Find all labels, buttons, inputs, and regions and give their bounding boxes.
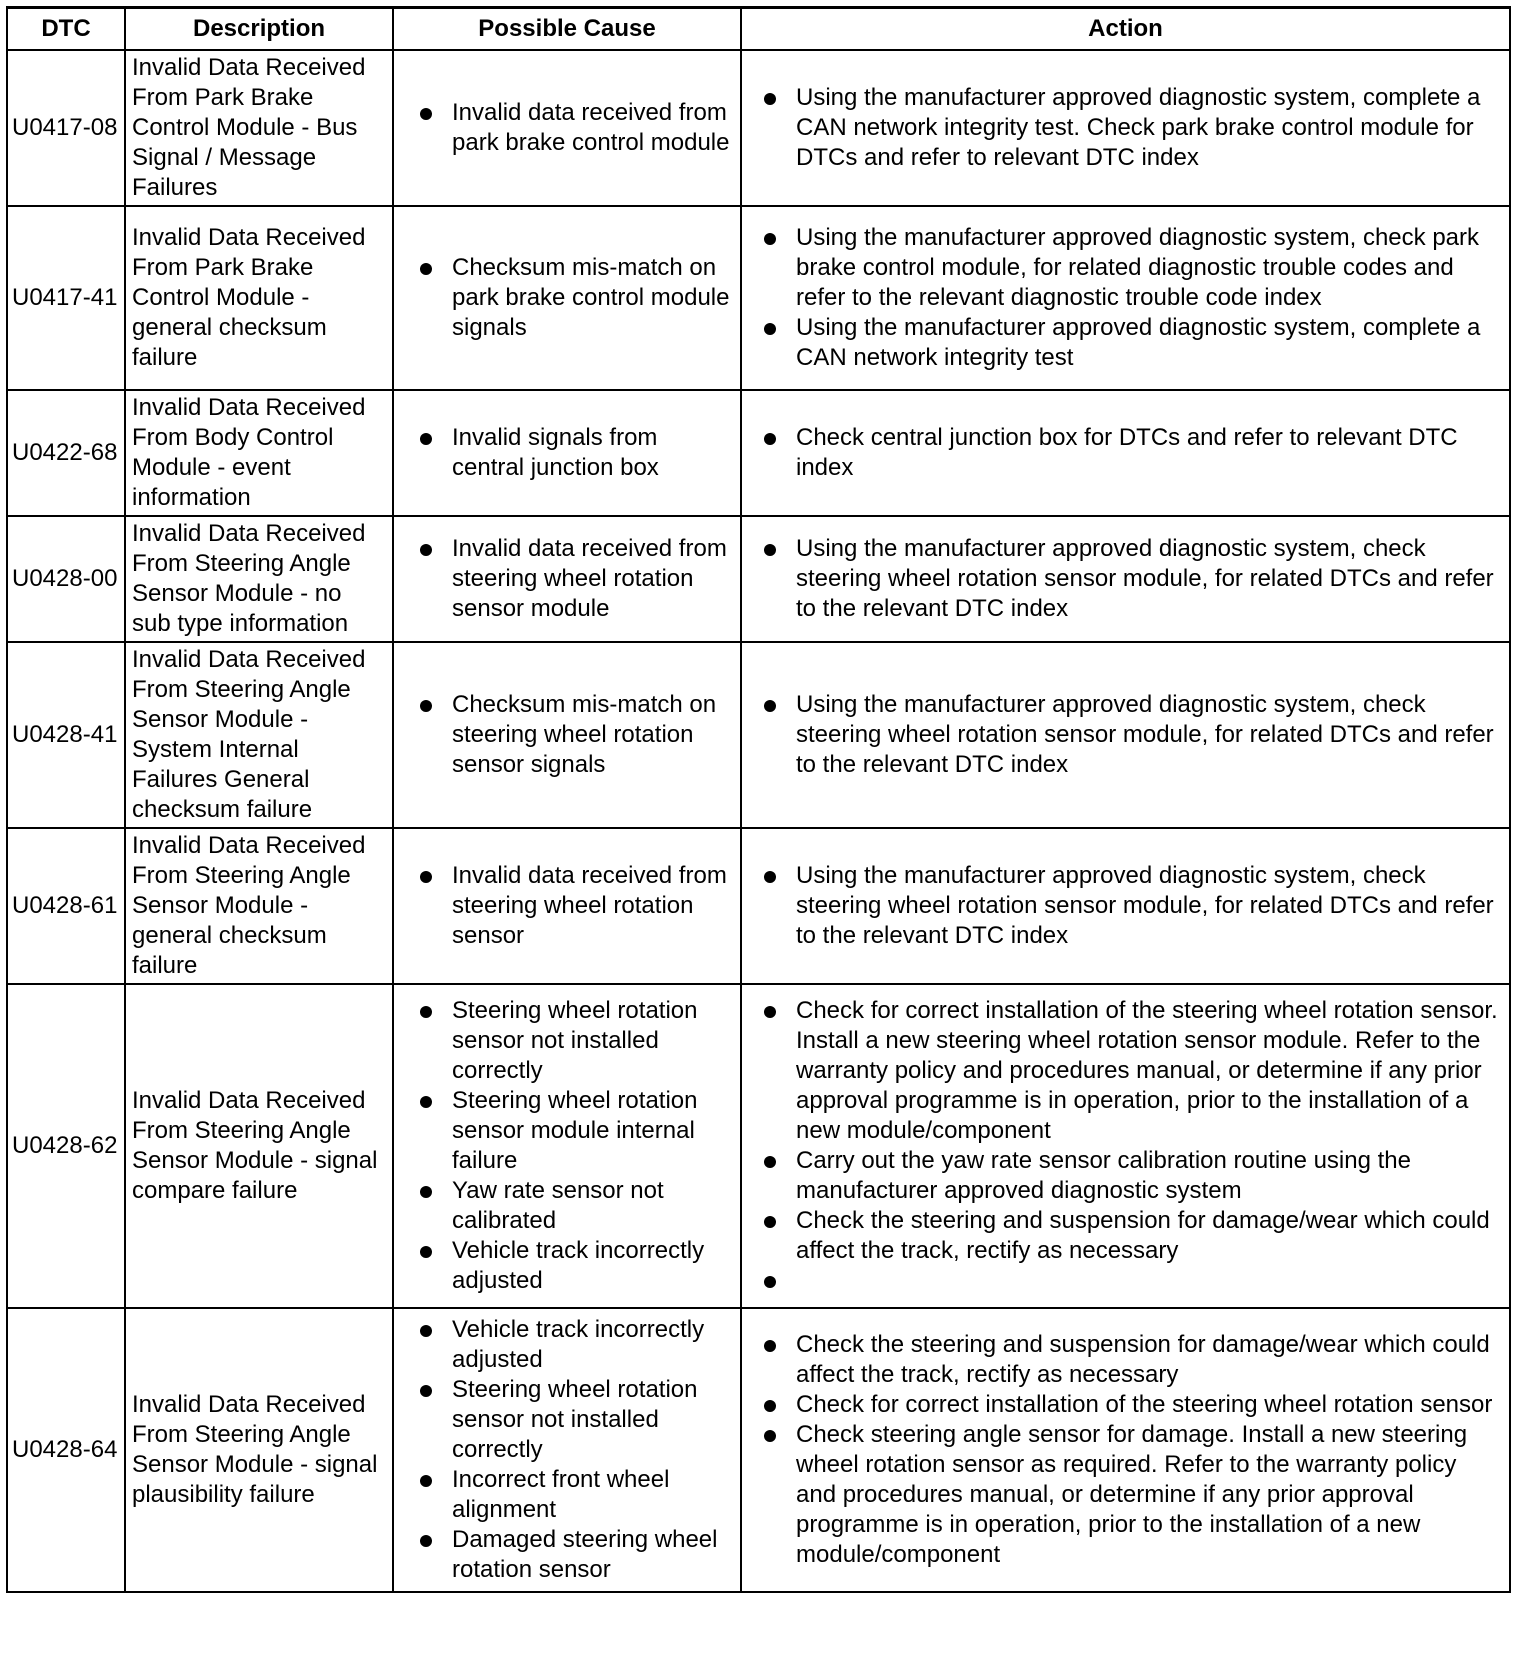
- dtc-code: U0428-64: [7, 1308, 125, 1592]
- table-row: [7, 642, 1510, 828]
- cause-cell: [393, 642, 741, 828]
- dtc-description: Invalid Data Received From Steering Angle Sensor Module - signal plausibility failure: [125, 1308, 393, 1592]
- cause-item: Incorrect front wheel alignment: [400, 1465, 734, 1525]
- cause-list: [400, 1315, 734, 1585]
- dtc-description: Invalid Data Received From Steering Angle Sensor Module - general checksum failure: [125, 828, 393, 984]
- dtc-code: U0428-61: [7, 828, 125, 984]
- cause-item: Steering wheel rotation sensor not installed correctly: [400, 1375, 734, 1465]
- header-row: [7, 8, 1510, 51]
- cause-cell: [393, 516, 741, 642]
- action-item: Check the steering and suspension for damage/wear which could affect the track, rectify as necessary: [748, 1206, 1503, 1266]
- action-cell: [741, 50, 1510, 206]
- dtc-description: Invalid Data Received From Steering Angle Sensor Module - System Internal Failures General checksum failure: [125, 642, 393, 828]
- action-list: [748, 690, 1503, 780]
- cause-item: Vehicle track incorrectly adjusted: [400, 1315, 734, 1375]
- cause-list: [400, 98, 734, 158]
- action-item: Using the manufacturer approved diagnostic system, complete a CAN network integrity test. Check park brake control module for DTCs and refer to relevant DTC index: [748, 83, 1503, 173]
- action-list: [748, 223, 1503, 373]
- action-cell: [741, 984, 1510, 1308]
- action-cell: [741, 516, 1510, 642]
- action-list: [748, 534, 1503, 624]
- action-item: Check steering angle sensor for damage. Install a new steering wheel rotation sensor as required. Refer to the warranty policy and procedures manual, or determine if any prior approval programme is in operation, prior to the installation of a new module/component: [748, 1420, 1503, 1570]
- table-body: [7, 50, 1510, 1592]
- cause-item: Invalid data received from steering wheel rotation sensor: [400, 861, 734, 951]
- dtc-code: U0422-68: [7, 390, 125, 516]
- action-cell: [741, 390, 1510, 516]
- cause-item: Checksum mis-match on park brake control module signals: [400, 253, 734, 343]
- table-row: [7, 50, 1510, 206]
- header-description: Description: [125, 8, 393, 51]
- dtc-description: Invalid Data Received From Steering Angle Sensor Module - signal compare failure: [125, 984, 393, 1308]
- dtc-code: U0428-00: [7, 516, 125, 642]
- cause-list: [400, 534, 734, 624]
- cause-item: Vehicle track incorrectly adjusted: [400, 1236, 734, 1296]
- cause-list: [400, 253, 734, 343]
- action-item: Using the manufacturer approved diagnostic system, check steering wheel rotation sensor module, for related DTCs and refer to the relevant DTC index: [748, 690, 1503, 780]
- action-item: Using the manufacturer approved diagnostic system, check steering wheel rotation sensor module, for related DTCs and refer to the relevant DTC index: [748, 534, 1503, 624]
- dtc-table: [6, 6, 1511, 1593]
- action-item: Using the manufacturer approved diagnostic system, complete a CAN network integrity test: [748, 313, 1503, 373]
- table-row: [7, 206, 1510, 390]
- action-cell: [741, 1308, 1510, 1592]
- cause-cell: [393, 984, 741, 1308]
- action-item: Check for correct installation of the steering wheel rotation sensor. Install a new steering wheel rotation sensor module. Refer to the warranty policy and procedures manual, or determine if any prior approval programme is in operation, prior to the installation of a new module/component: [748, 996, 1503, 1146]
- action-item: Using the manufacturer approved diagnostic system, check steering wheel rotation sensor module, for related DTCs and refer to the relevant DTC index: [748, 861, 1503, 951]
- cause-list: [400, 996, 734, 1296]
- header-cause: Possible Cause: [393, 8, 741, 51]
- action-item: Carry out the yaw rate sensor calibration routine using the manufacturer approved diagnostic system: [748, 1146, 1503, 1206]
- action-list: [748, 996, 1503, 1296]
- cause-item: Checksum mis-match on steering wheel rotation sensor signals: [400, 690, 734, 780]
- header-dtc: DTC: [7, 8, 125, 51]
- action-cell: [741, 206, 1510, 390]
- action-cell: [741, 828, 1510, 984]
- cause-list: [400, 690, 734, 780]
- action-list: [748, 1330, 1503, 1570]
- action-item: [748, 1266, 1503, 1296]
- cause-item: Invalid signals from central junction box: [400, 423, 734, 483]
- dtc-description: Invalid Data Received From Steering Angle Sensor Module - no sub type information: [125, 516, 393, 642]
- action-list: [748, 83, 1503, 173]
- cause-cell: [393, 50, 741, 206]
- table-row: [7, 984, 1510, 1308]
- dtc-code: U0428-62: [7, 984, 125, 1308]
- header-action: Action: [741, 8, 1510, 51]
- cause-cell: [393, 1308, 741, 1592]
- action-item: Check the steering and suspension for damage/wear which could affect the track, rectify as necessary: [748, 1330, 1503, 1390]
- table-row: [7, 390, 1510, 516]
- cause-item: Damaged steering wheel rotation sensor: [400, 1525, 734, 1585]
- cause-item: Invalid data received from steering wheel rotation sensor module: [400, 534, 734, 624]
- cause-cell: [393, 390, 741, 516]
- action-item: Using the manufacturer approved diagnostic system, check park brake control module, for related diagnostic trouble codes and refer to the relevant diagnostic trouble code index: [748, 223, 1503, 313]
- table-row: [7, 828, 1510, 984]
- cause-list: [400, 861, 734, 951]
- dtc-description: Invalid Data Received From Body Control Module - event information: [125, 390, 393, 516]
- cause-item: Steering wheel rotation sensor not installed correctly: [400, 996, 734, 1086]
- dtc-description: Invalid Data Received From Park Brake Control Module - general checksum failure: [125, 206, 393, 390]
- dtc-description: Invalid Data Received From Park Brake Control Module - Bus Signal / Message Failures: [125, 50, 393, 206]
- action-list: [748, 861, 1503, 951]
- cause-cell: [393, 206, 741, 390]
- cause-item: Yaw rate sensor not calibrated: [400, 1176, 734, 1236]
- cause-list: [400, 423, 734, 483]
- action-list: [748, 423, 1503, 483]
- cause-cell: [393, 828, 741, 984]
- cause-item: Invalid data received from park brake control module: [400, 98, 734, 158]
- cause-item: Steering wheel rotation sensor module internal failure: [400, 1086, 734, 1176]
- action-item: Check for correct installation of the steering wheel rotation sensor: [748, 1390, 1503, 1420]
- dtc-code: U0417-08: [7, 50, 125, 206]
- dtc-code: U0428-41: [7, 642, 125, 828]
- table-row: [7, 1308, 1510, 1592]
- dtc-code: U0417-41: [7, 206, 125, 390]
- action-item: Check central junction box for DTCs and refer to relevant DTC index: [748, 423, 1503, 483]
- action-cell: [741, 642, 1510, 828]
- table-row: [7, 516, 1510, 642]
